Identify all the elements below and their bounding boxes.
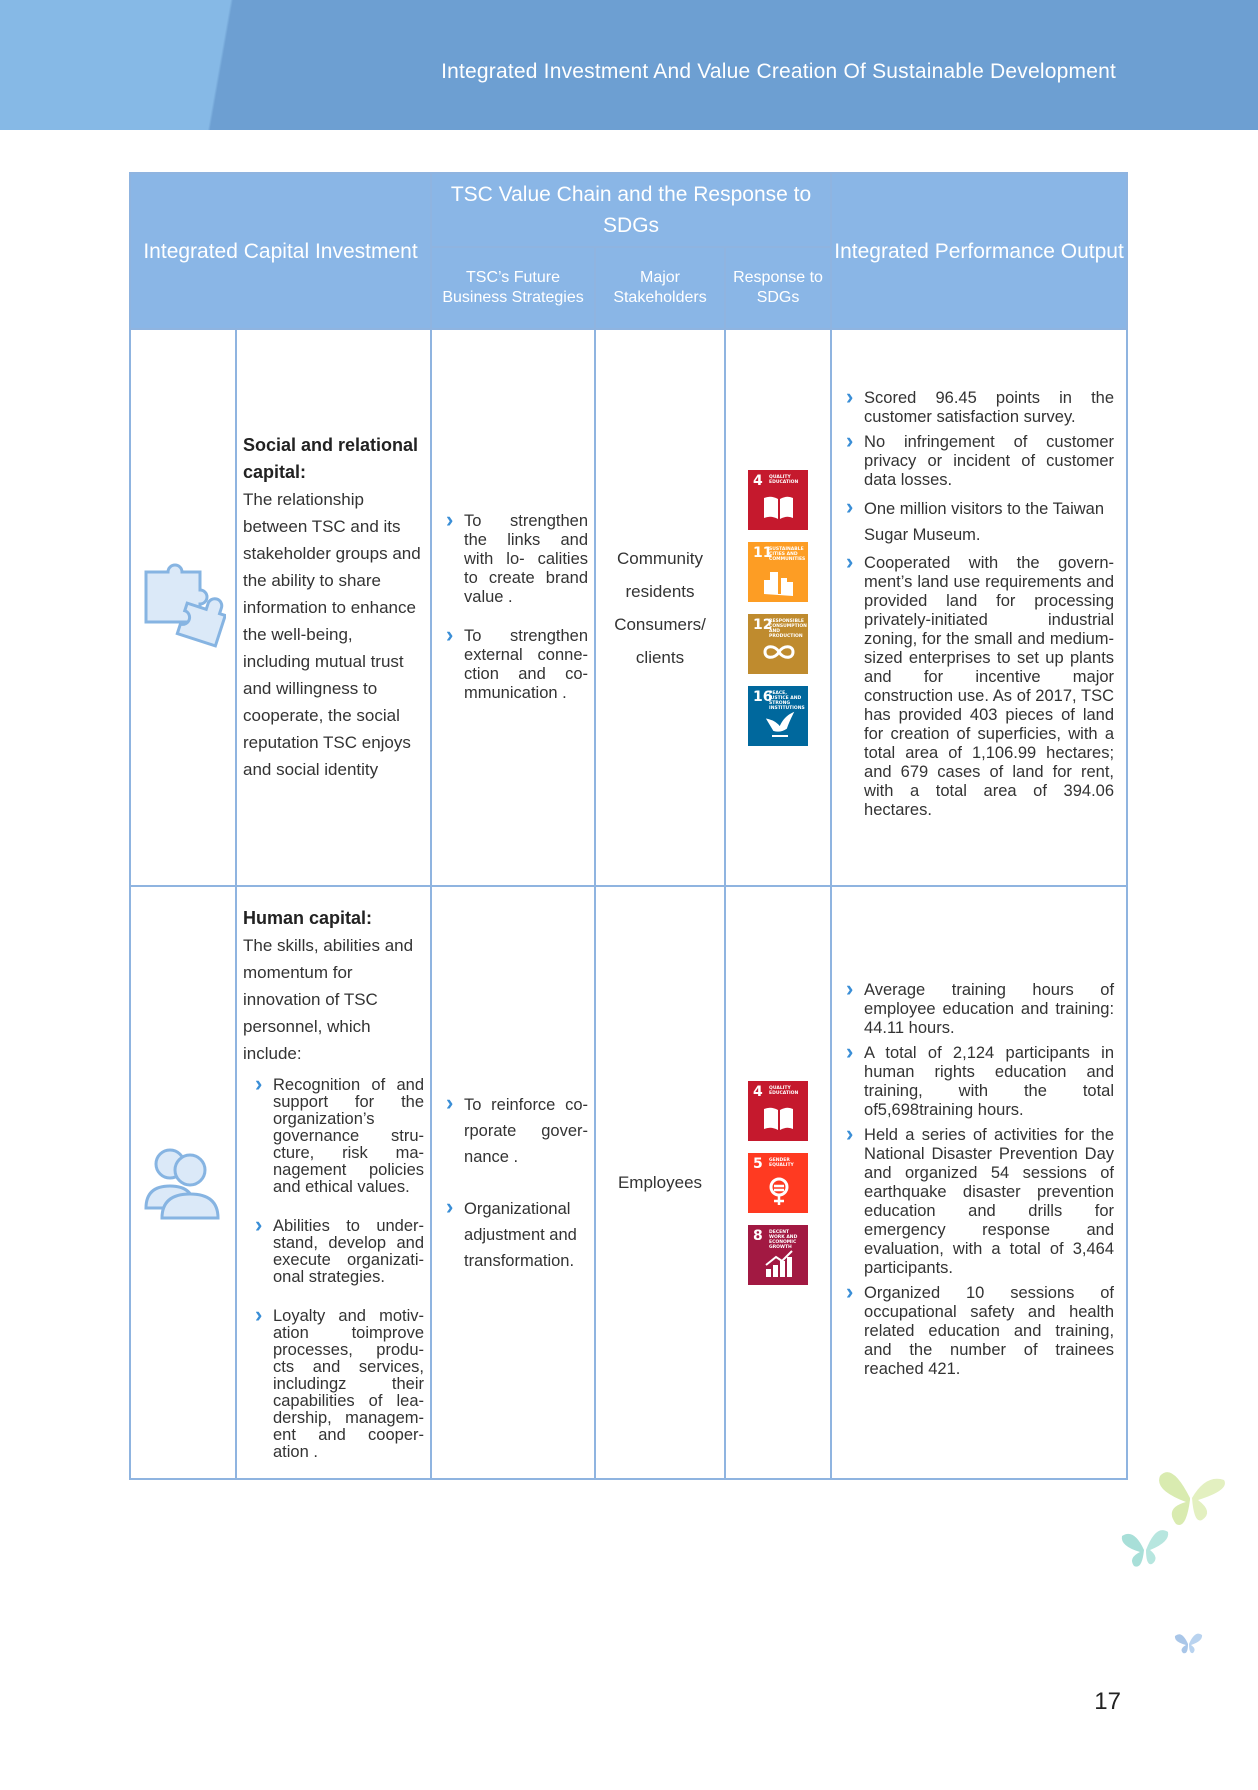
city-icon	[762, 564, 796, 596]
row1-capital-cell	[236, 329, 431, 886]
row2-capital-cell	[236, 886, 431, 1479]
row1-strategy-item: › To strengthen the links and with lo- calities to create brand value .	[446, 512, 588, 607]
row1-stakeholders-cell	[595, 329, 725, 886]
growth-icon	[762, 1247, 796, 1279]
header-banner	[0, 0, 1258, 130]
row2-title: Human capital:	[243, 907, 373, 928]
row2-performance-cell	[831, 886, 1127, 1479]
dove-icon	[762, 708, 796, 740]
row1-performance-cell	[831, 329, 1127, 886]
sdg-11-sustainable-cities: 11 SUSTAINABLE CITIES AND COMMUNITIES	[748, 542, 808, 602]
row2-capital-item: › Loyalty and motiv- ation toimprove processes, produ- cts and services, includingz their capabilities of lea- dership, managem- ent and cooper- ation .	[255, 1308, 424, 1461]
page-title: Integrated Investment And Value Creation Of Sustainable Development	[441, 60, 1116, 83]
gender-icon	[762, 1175, 796, 1207]
header-strategies: TSC’s Future Business Strategies	[431, 247, 595, 329]
infinity-icon	[762, 636, 796, 668]
performance-item: › Scored 96.45 points in the customer satisfaction survey.	[846, 389, 1114, 427]
row1-icon-cell	[130, 329, 236, 886]
row1-sdgs-cell	[725, 329, 831, 886]
performance-item: › A total of 2,124 participants in human rights education and training, with the total of5,698training hours.	[846, 1044, 1114, 1120]
header-stakeholders: Major Stakeholders	[595, 247, 725, 329]
butterfly-icon	[1118, 1522, 1172, 1574]
header-integrated-capital: Integrated Capital Investment	[130, 173, 431, 329]
header-sdgs: Response to SDGs	[725, 247, 831, 329]
performance-item: › Held a series of activities for the National Disaster Prevention Day and organized 54 sessions of earthquake disaster prevention education and drills for emergency response and evaluation, with a total of 3,464 participants.	[846, 1126, 1114, 1278]
people-icon	[138, 1209, 228, 1226]
row1-description: The relationship between TSC and its stakeholder groups and the ability to share information to enhance the well-being, including mutual trust and willingness to cooperate, the social reputation TSC enjoys and social identity	[243, 490, 421, 779]
page-number: 17	[1094, 1688, 1121, 1715]
row2-sdgs-cell	[725, 886, 831, 1479]
performance-item: › No infringement of customer privacy or incident of customer data losses.	[846, 433, 1114, 490]
sdg-4-quality-education: 4 QUALITY EDUCATION	[748, 470, 808, 530]
sdg-4-quality-education: 4 QUALITY EDUCATION	[748, 1081, 808, 1141]
performance-item: › Average training hours of employee education and training: 44.11 hours.	[846, 981, 1114, 1038]
performance-item: › One million visitors to the Taiwan Sugar Museum.	[846, 496, 1114, 548]
row1-strategy-item: › To strengthen external conne- ction and co- mmunication .	[446, 627, 588, 703]
row1-title: Social and relational capital:	[243, 435, 419, 482]
row2-strategies-cell	[431, 886, 595, 1479]
sdg-5-gender-equality: 5 GENDER EQUALITY	[748, 1153, 808, 1213]
butterfly-icon	[1150, 1460, 1230, 1530]
stakeholder-text: Employees	[617, 1173, 703, 1192]
row2-icon-cell	[130, 886, 236, 1479]
row2-capital-item: › Recognition of and support for the organization’s governance stru- cture, risk ma- nagement policies and ethical values.	[255, 1077, 424, 1196]
sdg-8-decent-work: 8 DECENT WORK AND ECONOMIC GROWTH	[748, 1225, 808, 1285]
stakeholder-text: Consumers/	[614, 614, 706, 634]
header-value-chain: TSC Value Chain and the Response to SDGs	[431, 173, 831, 247]
puzzle-icon	[140, 635, 226, 652]
row2-capital-item: › Abilities to under- stand, develop and execute organizati- onal strategies.	[255, 1218, 424, 1286]
row2-strategy-item: › Organizational adjustment and transformation.	[446, 1196, 588, 1274]
sdg-12-responsible-consumption: 12 RESPONSIBLE CONSUMPTION AND PRODUCTION	[748, 614, 808, 674]
stakeholder-text: Community	[617, 548, 703, 568]
book-icon	[762, 1103, 796, 1135]
row2-strategy-item: › To reinforce co- rporate gover- nance .	[446, 1092, 588, 1170]
row1-strategies-cell	[431, 329, 595, 886]
sdg-16-peace-justice: 16 PEACE, JUSTICE AND STRONG INSTITUTIONS	[748, 686, 808, 746]
performance-item: › Organized 10 sessions of occupational safety and health related education and training, and the number of trainees reached 421.	[846, 1284, 1114, 1379]
row2-stakeholders-cell	[595, 886, 725, 1479]
header-performance: Integrated Performance Output	[831, 173, 1127, 329]
stakeholder-text: clients	[635, 647, 685, 667]
capital-table	[129, 172, 1128, 1480]
stakeholder-text: residents	[625, 581, 695, 601]
book-icon	[762, 492, 796, 524]
row2-description: The skills, abilities and momentum for innovation of TSC personnel, which include:	[243, 935, 414, 1063]
butterfly-icon	[1172, 1628, 1204, 1658]
performance-item: › Cooperated with the govern- ment’s land use requirements and provided land for processing privately-initiated industrial zoning, for the small and medium-sized enterprises to set up plants and for incentive major construction use. As of 2017, TSC has provided 403 pieces of land for creation of superficies, with a total area of 1,106.99 hectares; and 679 cases of land for rent, with a total area of 394.06 hectares.	[846, 554, 1114, 820]
